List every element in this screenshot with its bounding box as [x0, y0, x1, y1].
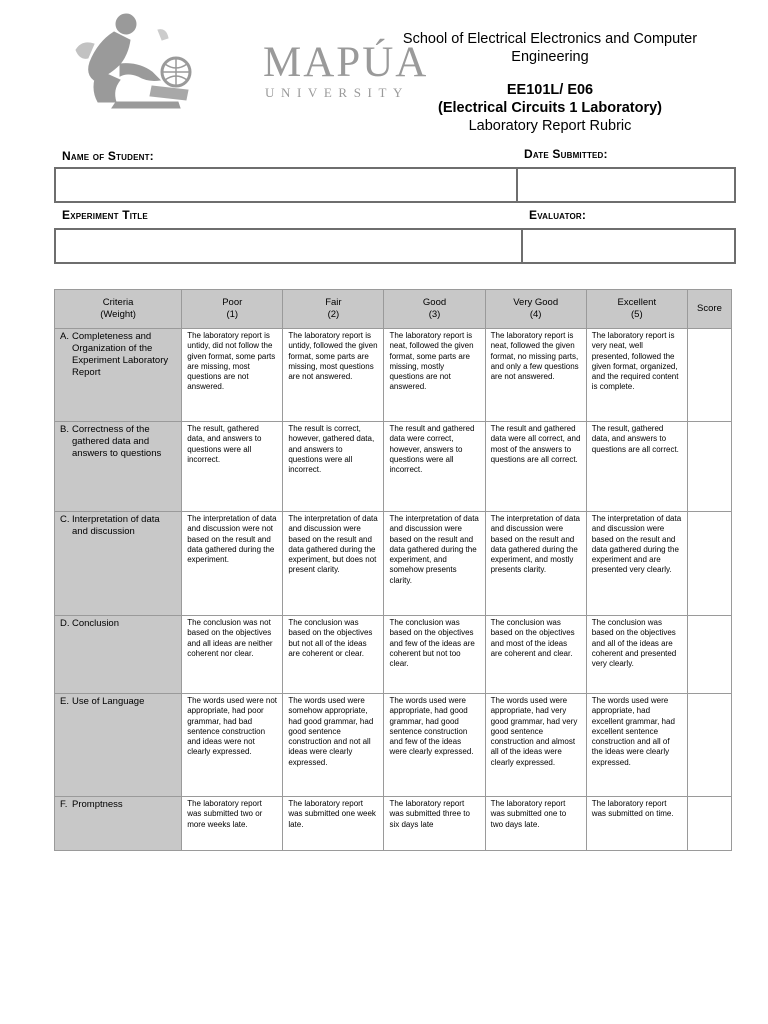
fair-cell: The words used were somehow appropriate, had good grammar, had good sentence construction and not all ideas were clearly expressed.	[283, 694, 384, 797]
table-row	[55, 512, 732, 616]
criteria-cell: C. Interpretation of data and discussion	[55, 512, 182, 616]
header-score: Score	[687, 290, 731, 329]
fair-cell: The laboratory report is untidy, followed the given format, some parts are missing, most questions are not answered.	[283, 329, 384, 422]
school-name: School of Electrical Electronics and Computer Engineering	[402, 31, 698, 65]
university-logo	[68, 10, 429, 110]
table-header-row	[55, 290, 732, 329]
criteria-cell: B. Correctness of the gathered data and answers to questions	[55, 422, 182, 512]
excellent-cell: The interpretation of data and discussion were based on the result and data gathered during the experiment and are presented very clearly.	[586, 512, 687, 616]
very-good-cell: The interpretation of data and discussion were based on the result and data gathered during the experiment, and mostly presents clarity.	[485, 512, 586, 616]
course-title: (Electrical Circuits 1 Laboratory)	[437, 100, 662, 116]
header-excellent: Excellent (5)	[586, 290, 687, 329]
student-name-label: Name of Student:	[62, 149, 154, 163]
rubric-table	[54, 289, 732, 851]
student-name-field[interactable]	[56, 169, 516, 201]
criteria-cell: D. Conclusion	[55, 616, 182, 694]
score-cell[interactable]	[687, 616, 731, 694]
poor-cell: The conclusion was not based on the objectives and all ideas are neither coherent nor clear.	[182, 616, 283, 694]
seal-figure-icon	[68, 10, 258, 110]
excellent-cell: The words used were appropriate, had excellent grammar, had excellent sentence construction and all of the ideas were clearly expressed.	[586, 694, 687, 797]
header-good: Good (3)	[384, 290, 485, 329]
very-good-cell: The laboratory report is neat, followed the given format, no missing parts, and only a few questions are not answered.	[485, 329, 586, 422]
score-cell[interactable]	[687, 329, 731, 422]
fair-cell: The conclusion was based on the objectives but not all of the ideas are coherent or clear.	[283, 616, 384, 694]
score-cell[interactable]	[687, 422, 731, 512]
header-fair: Fair (2)	[283, 290, 384, 329]
header-criteria: Criteria (Weight)	[55, 290, 182, 329]
course-code: EE101L/ E06	[506, 82, 594, 98]
good-cell: The conclusion was based on the objectives and few of the ideas are coherent but not too clear.	[384, 616, 485, 694]
criteria-cell: F. Promptness	[55, 797, 182, 851]
header-poor: Poor (1)	[182, 290, 283, 329]
table-row	[55, 797, 732, 851]
very-good-cell: The result and gathered data were all correct, and most of the answers to questions are all correct.	[485, 422, 586, 512]
logo-wordmark: MAPÚA	[263, 39, 429, 86]
excellent-cell: The laboratory report is very neat, well presented, followed the given format, organized, and the required content is complete.	[586, 329, 687, 422]
logo-subtext: UNIVERSITY	[265, 85, 409, 100]
good-cell: The laboratory report is neat, followed the given format, some parts are missing, mostly questions are not answered.	[384, 329, 485, 422]
score-cell[interactable]	[687, 694, 731, 797]
date-submitted-label: Date Submitted:	[524, 147, 608, 161]
good-cell: The interpretation of data and discussion were based on the result and data gathered during the experiment, and somehow presents clarity.	[384, 512, 485, 616]
score-cell[interactable]	[687, 797, 731, 851]
experiment-title-field[interactable]	[56, 230, 521, 262]
fair-cell: The result is correct, however, gathered data, and answers to questions were all incorrect.	[283, 422, 384, 512]
good-cell: The words used were appropriate, had good grammar, had good sentence construction and few of the ideas were clearly expressed.	[384, 694, 485, 797]
poor-cell: The words used were not appropriate, had poor grammar, had bad sentence construction and ideas were not clearly expressed.	[182, 694, 283, 797]
excellent-cell: The result, gathered data, and answers to questions are all correct.	[586, 422, 687, 512]
criteria-cell: E. Use of Language	[55, 694, 182, 797]
very-good-cell: The words used were appropriate, had very good grammar, had very good sentence construction and almost all of the ideas were clearly expressed.	[485, 694, 586, 797]
poor-cell: The laboratory report is untidy, did not follow the given format, some parts are missing, most questions are not answered.	[182, 329, 283, 422]
fair-cell: The laboratory report was submitted one week late.	[283, 797, 384, 851]
poor-cell: The result, gathered data, and answers to questions were all incorrect.	[182, 422, 283, 512]
excellent-cell: The conclusion was based on the objectives and all of the ideas are coherent and presented very clearly.	[586, 616, 687, 694]
table-row	[55, 422, 732, 512]
very-good-cell: The laboratory report was submitted one to two days late.	[485, 797, 586, 851]
table-row	[55, 329, 732, 422]
poor-cell: The laboratory report was submitted two or more weeks late.	[182, 797, 283, 851]
experiment-title-label: Experiment Title	[62, 208, 148, 222]
score-cell[interactable]	[687, 512, 731, 616]
good-cell: The laboratory report was submitted three to six days late	[384, 797, 485, 851]
good-cell: The result and gathered data were correct, however, answers to questions were all incorrect.	[384, 422, 485, 512]
fair-cell: The interpretation of data and discussion were based on the result and data gathered during the experiment, but does not present clarity.	[283, 512, 384, 616]
poor-cell: The interpretation of data and discussion were not based on the result and data gathered during the experiment.	[182, 512, 283, 616]
criteria-cell: A. Completeness and Organization of the Experiment Laboratory Report	[55, 329, 182, 422]
very-good-cell: The conclusion was based on the objectives and most of the ideas are coherent and clear.	[485, 616, 586, 694]
evaluator-field[interactable]	[523, 230, 734, 262]
date-submitted-field[interactable]	[518, 169, 734, 201]
excellent-cell: The laboratory report was submitted on time.	[586, 797, 687, 851]
evaluator-label: Evaluator:	[529, 208, 587, 222]
header-very-good: Very Good (4)	[485, 290, 586, 329]
table-row	[55, 694, 732, 797]
table-row	[55, 616, 732, 694]
document-title: Laboratory Report Rubric	[468, 118, 632, 134]
